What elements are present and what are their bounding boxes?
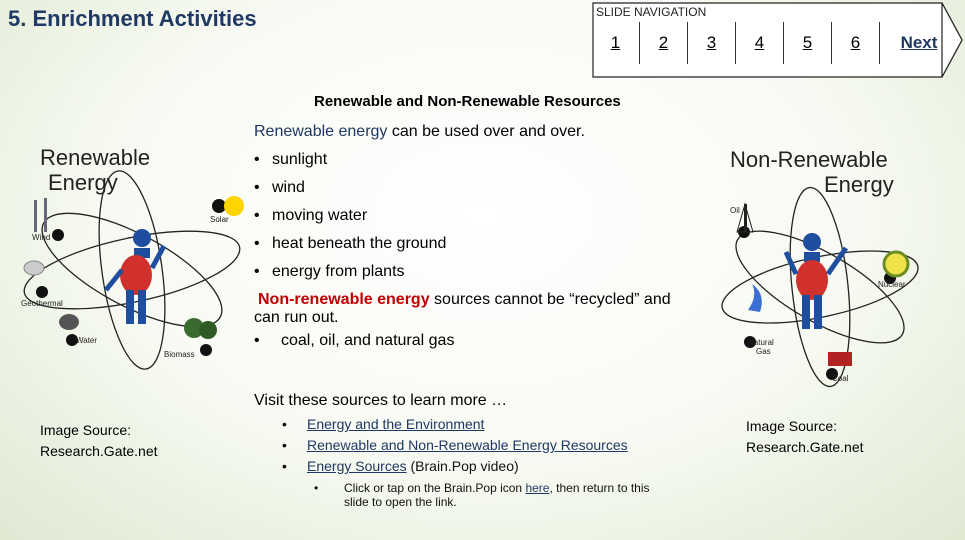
list-item: • energy from plants bbox=[254, 258, 714, 286]
label-natural: Natural bbox=[748, 338, 774, 347]
note-prefix: Click or tap on the Brain.Pop icon bbox=[344, 481, 526, 495]
note-suffix: , then return to this bbox=[549, 481, 650, 495]
nav-next-label[interactable]: Next bbox=[900, 33, 938, 52]
renewable-definition bbox=[254, 118, 714, 146]
label-biomass: Biomass bbox=[164, 350, 195, 359]
list-item: • heat beneath the ground bbox=[254, 230, 714, 258]
nav-next-button[interactable] bbox=[882, 22, 956, 64]
atom-figure-graphic bbox=[14, 140, 250, 370]
nonrenewable-rest-2: can run out. bbox=[254, 309, 339, 326]
label-wind: Wind bbox=[32, 233, 51, 242]
image-source-name: Research.Gate.net bbox=[746, 439, 864, 455]
slide-title: 5. Enrichment Activities bbox=[8, 6, 257, 31]
brainpop-here-link[interactable]: here bbox=[525, 481, 550, 495]
image-source-label: Image Source: bbox=[746, 418, 838, 434]
diagram-title-line2: Energy bbox=[48, 170, 118, 195]
label-geothermal: Geothermal bbox=[21, 299, 63, 308]
diagram-title-line1: Renewable bbox=[40, 145, 151, 170]
diagram-title-line1: Non-Renewable bbox=[730, 147, 888, 172]
image-source-label: Image Source: bbox=[40, 422, 132, 438]
list-item: • sunlight bbox=[254, 146, 714, 174]
nav-slide-1-label[interactable]: 1 bbox=[610, 33, 621, 52]
list-item: • coal, oil, and natural gas bbox=[254, 327, 724, 355]
nav-slide-5-label[interactable]: 5 bbox=[802, 33, 813, 52]
label-coal: Coal bbox=[832, 374, 849, 383]
link-suffix: (Brain.Pop video) bbox=[406, 458, 519, 474]
nav-slide-6-label[interactable]: 6 bbox=[850, 33, 861, 52]
note-bullet: • bbox=[314, 481, 319, 495]
link-energy-environment[interactable]: Energy and the Environment bbox=[307, 416, 485, 432]
label-gas: Gas bbox=[756, 347, 771, 356]
list-item bbox=[254, 435, 714, 456]
section-heading: Renewable and Non-Renewable Resources bbox=[314, 93, 621, 110]
label-solar: Solar bbox=[210, 215, 229, 224]
nav-slide-2-label[interactable]: 2 bbox=[658, 33, 669, 52]
nav-row bbox=[592, 22, 942, 64]
brainpop-note bbox=[314, 481, 714, 509]
renewable-term: Renewable energy bbox=[254, 123, 388, 140]
nonrenewable-rest-1: sources cannot be “recycled” and bbox=[429, 291, 671, 308]
visit-heading: Visit these sources to learn more … bbox=[254, 392, 508, 409]
link-renewable-nonrenewable[interactable]: Renewable and Non-Renewable Energy Resources bbox=[307, 437, 628, 453]
list-item: • moving water bbox=[254, 202, 714, 230]
renewable-energy-diagram bbox=[14, 140, 250, 370]
label-nuclear: Nuclear bbox=[878, 280, 906, 289]
right-image-source bbox=[746, 416, 864, 458]
renewable-rest: can be used over and over. bbox=[387, 123, 585, 140]
nonrenewable-section bbox=[254, 290, 724, 355]
slide-navigation bbox=[592, 2, 964, 78]
nav-slide-6[interactable] bbox=[832, 22, 880, 64]
diagram-title-line2: Energy bbox=[824, 172, 894, 197]
nav-slide-3-label[interactable]: 3 bbox=[706, 33, 717, 52]
renewable-list bbox=[254, 146, 714, 286]
list-item: • wind bbox=[254, 174, 714, 202]
nav-slide-1[interactable] bbox=[592, 22, 640, 64]
nav-slide-4-label[interactable]: 4 bbox=[754, 33, 765, 52]
renewable-section bbox=[254, 118, 714, 286]
nonrenewable-term: Non-renewable energy bbox=[258, 291, 430, 308]
nonrenewable-list bbox=[254, 327, 724, 355]
label-oil: Oil bbox=[730, 206, 740, 215]
nav-slide-2[interactable] bbox=[640, 22, 688, 64]
nav-slide-3[interactable] bbox=[688, 22, 736, 64]
nonrenewable-energy-diagram bbox=[720, 142, 958, 390]
note-suffix-2: slide to open the link. bbox=[344, 495, 457, 509]
nav-caption: SLIDE NAVIGATION bbox=[596, 5, 707, 19]
list-item bbox=[254, 414, 714, 435]
source-links-list bbox=[254, 414, 714, 477]
link-energy-sources[interactable]: Energy Sources bbox=[307, 458, 407, 474]
label-water: Water bbox=[76, 336, 98, 345]
left-image-source bbox=[40, 420, 158, 462]
nav-slide-4[interactable] bbox=[736, 22, 784, 64]
image-source-name: Research.Gate.net bbox=[40, 443, 158, 459]
nonrenewable-definition bbox=[254, 290, 724, 309]
nav-slide-5[interactable] bbox=[784, 22, 832, 64]
list-item bbox=[254, 456, 714, 477]
